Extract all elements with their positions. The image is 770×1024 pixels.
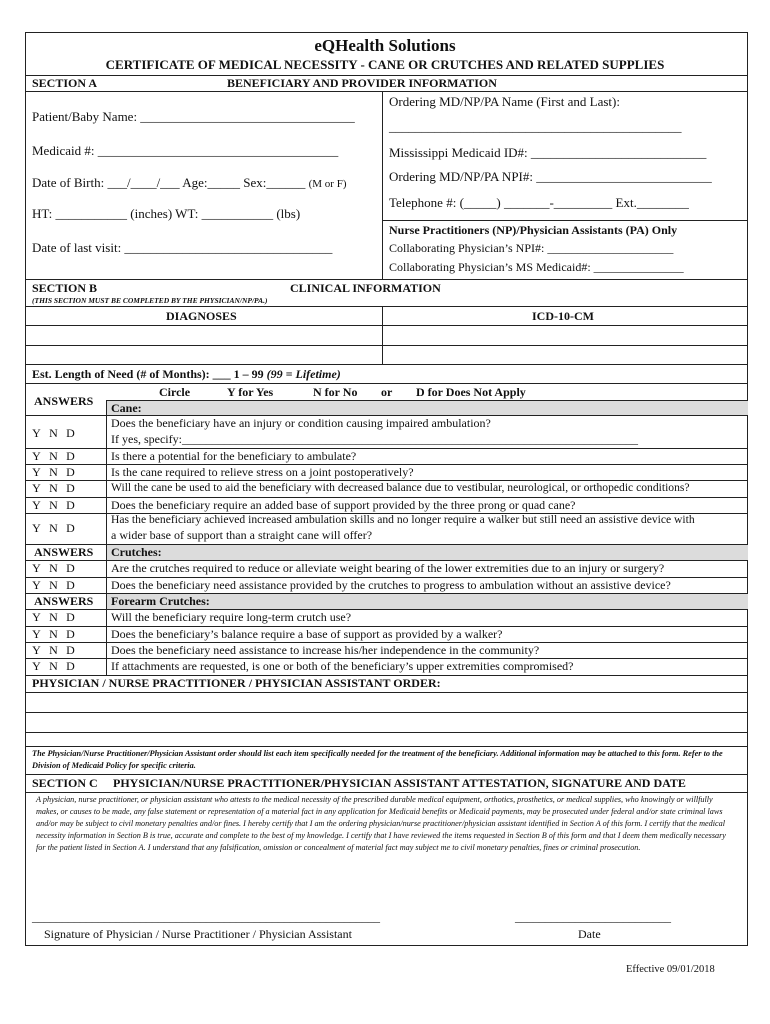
- section-a-heading: BENEFICIARY AND PROVIDER INFORMATION: [227, 76, 497, 90]
- answer-option[interactable]: D: [66, 627, 75, 641]
- crutches-heading: Crutches:: [111, 545, 162, 559]
- order-line-1[interactable]: [26, 693, 747, 711]
- date-line[interactable]: __________________________: [515, 910, 671, 924]
- answer-cane-q1[interactable]: [28, 426, 79, 441]
- cane-q1-specify-field[interactable]: If yes, specify:____________________________________________________________________________: [111, 432, 638, 446]
- answer-option[interactable]: D: [66, 449, 75, 463]
- answer-option[interactable]: D: [66, 521, 75, 535]
- telephone-field[interactable]: Telephone #: (_____) _______-_________ Ext.________: [389, 195, 689, 210]
- answers-header-forearm: ANSWERS: [34, 594, 94, 608]
- answer-cane-q3[interactable]: [28, 465, 79, 480]
- cane-q4: Will the cane be used to aid the beneficiary with decreased balance due to vestibular, neurological, or orthopedic conditions?: [111, 481, 690, 494]
- icd-input-2[interactable]: [383, 346, 747, 363]
- diagnosis-input-1[interactable]: [26, 326, 381, 344]
- answer-option[interactable]: N: [49, 521, 58, 535]
- cane-q6: Has the beneficiary achieved increased ambulation skills and no longer require a walker but still need an assistive device with: [111, 513, 695, 526]
- answer-crutch-q1[interactable]: [28, 561, 79, 576]
- answer-option[interactable]: Y: [32, 643, 41, 657]
- answer-forearm-q4[interactable]: [28, 659, 79, 674]
- np-pa-heading: Nurse Practitioners (NP)/Physician Assistants (PA) Only: [389, 223, 678, 237]
- answer-option[interactable]: Y: [32, 627, 41, 641]
- answer-option[interactable]: N: [49, 627, 58, 641]
- answer-forearm-q1[interactable]: [28, 610, 79, 625]
- forearm-q1: Will the beneficiary require long-term crutch use?: [111, 610, 352, 624]
- legend-yes: Y for Yes: [227, 385, 274, 399]
- answer-cane-q4[interactable]: [28, 481, 79, 496]
- cane-heading: Cane:: [111, 401, 142, 415]
- answer-cane-q5[interactable]: [28, 498, 79, 513]
- legend-circle: Circle: [159, 385, 191, 399]
- patient-name-field[interactable]: Patient/Baby Name: _________________________________: [32, 109, 355, 124]
- length-of-need-text: Est. Length of Need (# of Months): ___ 1 – 99: [32, 367, 264, 381]
- answer-option[interactable]: N: [49, 498, 58, 512]
- answer-option[interactable]: D: [66, 481, 75, 495]
- answer-option[interactable]: Y: [32, 481, 41, 495]
- answer-option[interactable]: N: [49, 643, 58, 657]
- answer-option[interactable]: D: [66, 610, 75, 624]
- forearm-q2: Does the beneficiary’s balance require a base of support as provided by a walker?: [111, 627, 503, 641]
- legend-or: or: [381, 385, 393, 399]
- answer-option[interactable]: D: [66, 561, 75, 575]
- answer-option[interactable]: N: [49, 426, 58, 440]
- form-title: CERTIFICATE OF MEDICAL NECESSITY - CANE OR CRUTCHES AND RELATED SUPPLIES: [105, 57, 665, 72]
- section-c-heading: PHYSICIAN/NURSE PRACTITIONER/PHYSICIAN ASSISTANT ATTESTATION, SIGNATURE AND DATE: [113, 776, 686, 790]
- length-of-need-field[interactable]: [32, 367, 341, 382]
- crutch-q2: Does the beneficiary need assistance provided by the crutches to progress to ambulation without an assistive device?: [111, 578, 671, 592]
- attestation-text: A physician, nurse practitioner, or physician assistant who attests to the medical necessity of the prescribed durable medical equipment, orthotics, prosthetics, or medical supplies, who knowingly or willfully makes, or causes to be made, any false statement or representation of a material fact in any application for Medicaid benefits or Medicaid payments, may be prosecuted under federal and/or state criminal laws and/or may be subject to civil monetary penalties and/or fines. I hereby certify that I am the ordering physician/nurse practitioner/physician assistant identified in Section A of this form. I certify that the medical necessity information in Section B is true, accurate and complete to the best of my knowledge. I certify that I have reviewed the items requested in Section B of this form and that I deem them medically necessary for the patient listed in Section A. I understand that any falsification, omission or concealment of material fact may subject me to civil monetary penalties, fines or criminal prosecution.: [36, 795, 726, 852]
- answer-option[interactable]: N: [49, 465, 58, 479]
- ms-medicaid-id-field[interactable]: Mississippi Medicaid ID#: ___________________________: [389, 145, 707, 160]
- answer-option[interactable]: D: [66, 578, 75, 592]
- answer-crutch-q2[interactable]: [28, 578, 79, 593]
- answer-option[interactable]: N: [49, 449, 58, 463]
- legend-no: N for No: [313, 385, 358, 399]
- answer-option[interactable]: Y: [32, 578, 41, 592]
- crutch-q1: Are the crutches required to reduce or alleviate weight bearing of the lower extremities due to an injury or surgery?: [111, 561, 665, 575]
- answer-option[interactable]: D: [66, 426, 75, 440]
- answer-option[interactable]: D: [66, 465, 75, 479]
- icd-input-1[interactable]: [383, 326, 747, 344]
- effective-date: Effective 09/01/2018: [626, 964, 715, 975]
- answer-option[interactable]: Y: [32, 465, 41, 479]
- forearm-q3: Does the beneficiary need assistance to increase his/her independence in the community?: [111, 643, 540, 657]
- ordering-name-label: Ordering MD/NP/PA Name (First and Last):: [389, 94, 620, 109]
- answer-option[interactable]: N: [49, 578, 58, 592]
- lifetime-note: (99 = Lifetime): [266, 367, 341, 381]
- ordering-name-field[interactable]: _____________________________________________: [389, 119, 682, 134]
- forearm-q4: If attachments are requested, is one or both of the beneficiary’s upper extremities compromised?: [111, 659, 574, 673]
- diagnosis-input-2[interactable]: [26, 346, 381, 363]
- answers-header-crutches: ANSWERS: [34, 545, 94, 559]
- cane-q2: Is there a potential for the beneficiary to ambulate?: [111, 449, 357, 463]
- section-c-label: SECTION C: [32, 776, 98, 790]
- answer-cane-q6[interactable]: [28, 521, 79, 536]
- answer-option[interactable]: Y: [32, 561, 41, 575]
- answer-option[interactable]: D: [66, 643, 75, 657]
- answer-option[interactable]: Y: [32, 426, 41, 440]
- answer-option[interactable]: Y: [32, 659, 41, 673]
- cane-q3: Is the cane required to relieve stress on a joint postoperatively?: [111, 465, 414, 479]
- answer-option[interactable]: Y: [32, 449, 41, 463]
- answer-option[interactable]: D: [66, 498, 75, 512]
- answer-forearm-q2[interactable]: [28, 627, 79, 642]
- collab-medicaid-field[interactable]: Collaborating Physician’s MS Medicaid#: _______________: [389, 260, 684, 274]
- answer-forearm-q3[interactable]: [28, 643, 79, 658]
- answer-cane-q2[interactable]: [28, 449, 79, 464]
- height-weight-field[interactable]: HT: ___________ (inches) WT: ___________ (lbs): [32, 206, 301, 221]
- order-line-2[interactable]: [26, 713, 747, 731]
- order-note: The Physician/Nurse Practitioner/Physician Assistant order should list each item specifically needed for the treatment of the beneficiary. Additional information may be attached to this form. Refer to the Division of Medicaid Policy for specific criteria.: [32, 749, 723, 770]
- dob-age-sex-field[interactable]: [32, 175, 346, 191]
- icd-header: ICD-10-CM: [532, 309, 594, 323]
- answers-header-cane: ANSWERS: [34, 394, 94, 408]
- last-visit-field[interactable]: Date of last visit: ________________________________: [32, 240, 333, 255]
- date-label: Date: [578, 927, 601, 941]
- answer-option[interactable]: N: [49, 659, 58, 673]
- cane-q6-cont: a wider base of support than a straight cane will offer?: [111, 528, 373, 542]
- section-b-note: (THIS SECTION MUST BE COMPLETED BY THE PHYSICIAN/NP/PA.): [32, 296, 268, 305]
- collab-npi-field[interactable]: Collaborating Physician’s NPI#: _____________________: [389, 241, 674, 255]
- answer-option[interactable]: N: [49, 610, 58, 624]
- signature-line[interactable]: __________________________________________________________: [32, 910, 380, 924]
- answer-option[interactable]: N: [49, 481, 58, 495]
- dob-age-sex-text: Date of Birth: ___/____/___ Age:_____ Sex:______: [32, 175, 306, 190]
- answer-option[interactable]: Y: [32, 610, 41, 624]
- order-heading: PHYSICIAN / NURSE PRACTITIONER / PHYSICIAN ASSISTANT ORDER:: [32, 676, 441, 690]
- forearm-heading: Forearm Crutches:: [111, 594, 210, 608]
- org-title: eQHealth Solutions: [314, 36, 456, 55]
- cane-q1: Does the beneficiary have an injury or condition causing impaired ambulation?: [111, 416, 491, 430]
- section-a-label: SECTION A: [32, 76, 98, 90]
- diagnoses-header: DIAGNOSES: [166, 309, 237, 323]
- section-b-label: SECTION B: [32, 281, 98, 295]
- answer-option[interactable]: Y: [32, 521, 41, 535]
- section-b-heading: CLINICAL INFORMATION: [290, 281, 441, 295]
- signature-label: Signature of Physician / Nurse Practitioner / Physician Assistant: [44, 927, 352, 941]
- answer-option[interactable]: N: [49, 561, 58, 575]
- ordering-npi-field[interactable]: Ordering MD/NP/PA NPI#: ___________________________: [389, 169, 712, 184]
- cane-q5: Does the beneficiary require an added base of support provided by the three prong or quad cane?: [111, 498, 576, 512]
- sex-hint: (M or F): [308, 178, 347, 190]
- medicaid-number-field[interactable]: Medicaid #: _____________________________________: [32, 143, 339, 158]
- answer-option[interactable]: Y: [32, 498, 41, 512]
- legend-dna: D for Does Not Apply: [416, 385, 526, 399]
- answer-option[interactable]: D: [66, 659, 75, 673]
- order-line-3[interactable]: [26, 733, 747, 745]
